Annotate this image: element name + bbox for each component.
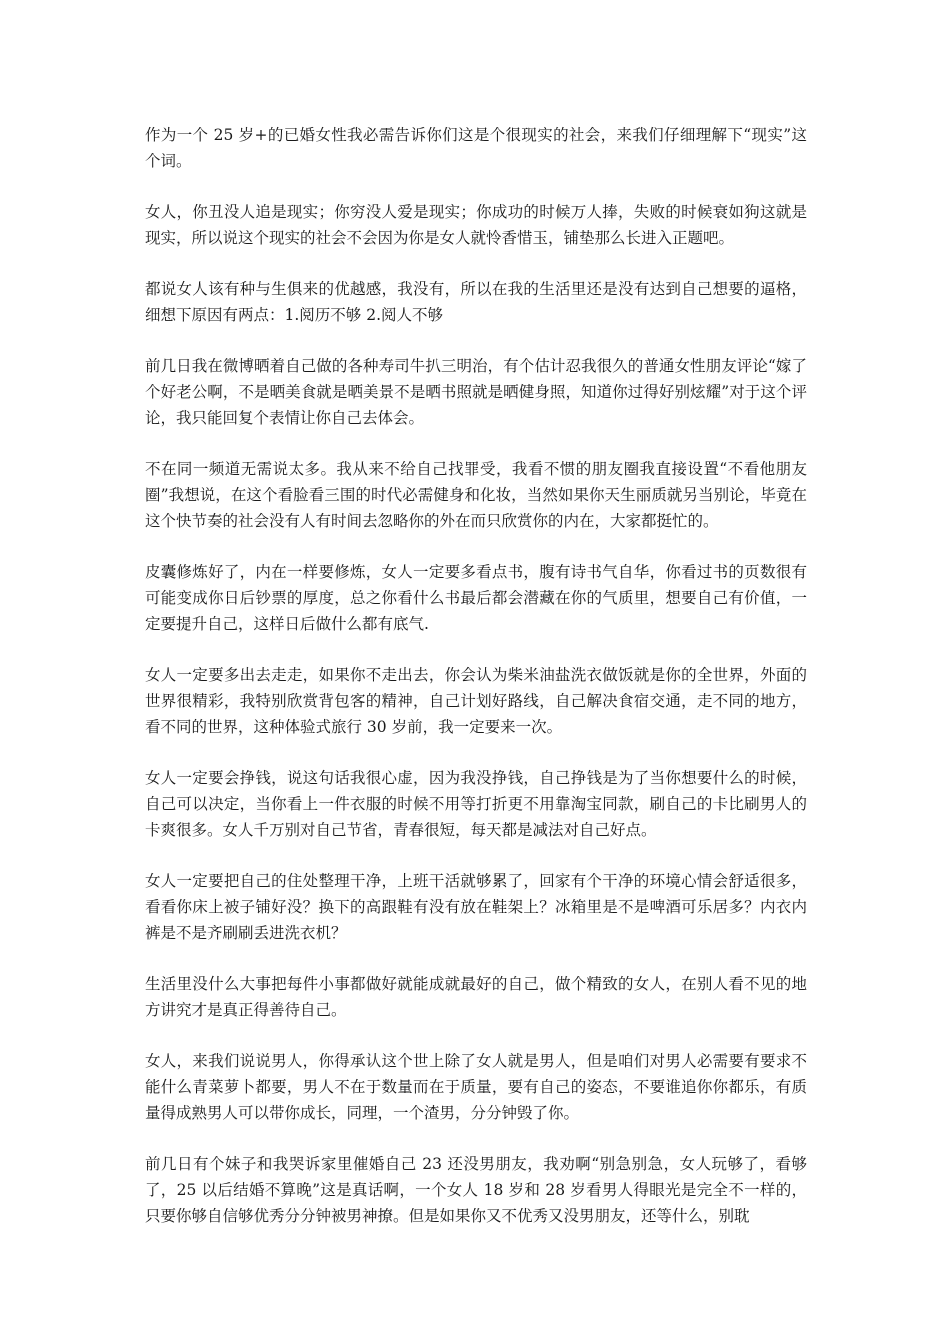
paragraph-12: 前几日有个妹子和我哭诉家里催婚自己 23 还没男朋友，我劝啊“别急别急，女人玩够了，看够了，25 以后结婚不算晚”这是真话啊，一个女人 18 岁和 28 岁看男人得眼光是完全不一样的，只要你够自信够优秀分分钟被男神撩。但是如果你又不优秀又没男朋友，还等什么，别耽: [145, 1155, 807, 1225]
paragraph-6: 皮囊修炼好了，内在一样要修炼，女人一定要多看点书，腹有诗书气自华，你看过书的页数很有可能变成你日后钞票的厚度，总之你看什么书最后都会潜藏在你的气质里，想要自己有价值，一定要提升自己，这样日后做什么都有底气.: [145, 563, 807, 633]
paragraph-11: 女人，来我们说说男人，你得承认这个世上除了女人就是男人，但是咱们对男人必需要有要求不能什么青菜萝卜都要，男人不在于数量而在于质量，要有自己的姿态，不要谁追你你都乐，有质量得成熟男人可以带你成长，同理，一个渣男，分分钟毁了你。: [145, 1052, 807, 1122]
paragraph-8: 女人一定要会挣钱，说这句话我很心虚，因为我没挣钱，自己挣钱是为了当你想要什么的时候，自己可以决定，当你看上一件衣服的时候不用等打折更不用靠淘宝同款，刷自己的卡比刷男人的卡爽很多。女人千万别对自己节省，青春很短，每天都是减法对自己好点。: [145, 769, 807, 839]
paragraph-1: 作为一个 25 岁+的已婚女性我必需告诉你们这是个很现实的社会，来我们仔细理解下“现实”这个词。: [145, 126, 807, 170]
paragraph-10: 生活里没什么大事把每件小事都做好就能成就最好的自己，做个精致的女人，在别人看不见的地方讲究才是真正得善待自己。: [145, 975, 807, 1019]
paragraph-5: 不在同一频道无需说太多。我从来不给自己找罪受，我看不惯的朋友圈我直接设置“不看他朋友圈”我想说，在这个看脸看三围的时代必需健身和化妆，当然如果你天生丽质就另当别论，毕竟在这个快节奏的社会没有人有时间去忽略你的外在而只欣赏你的内在，大家都挺忙的。: [145, 460, 807, 530]
paragraph-3: 都说女人该有种与生俱来的优越感，我没有，所以在我的生活里还是没有达到自己想要的逼格，细想下原因有两点：1.阅历不够 2.阅人不够: [145, 280, 807, 324]
paragraph-9: 女人一定要把自己的住处整理干净，上班干活就够累了，回家有个干净的环境心情会舒适很多，看看你床上被子铺好没？换下的高跟鞋有没有放在鞋架上？冰箱里是不是啤酒可乐居多？内衣内裤是不是齐刷刷丢进洗衣机？: [145, 872, 807, 942]
paragraph-7: 女人一定要多出去走走，如果你不走出去，你会认为柴米油盐洗衣做饭就是你的全世界，外面的世界很精彩，我特别欣赏背包客的精神，自己计划好路线，自己解决食宿交通，走不同的地方，看不同的世界，这种体验式旅行 30 岁前，我一定要来一次。: [145, 666, 807, 736]
paragraph-2: 女人，你丑没人追是现实；你穷没人爱是现实；你成功的时候万人捧，失败的时候衰如狗这就是现实，所以说这个现实的社会不会因为你是女人就怜香惜玉，铺垫那么长进入正题吧。: [145, 203, 807, 247]
document-body: [145, 122, 807, 1254]
paragraph-4: 前几日我在微博晒着自己做的各种寿司牛扒三明治，有个估计忍我很久的普通女性朋友评论“嫁了个好老公啊，不是晒美食就是晒美景不是晒书照就是晒健身照，知道你过得好别炫耀”对于这个评论，我只能回复个表情让你自己去体会。: [145, 357, 807, 427]
